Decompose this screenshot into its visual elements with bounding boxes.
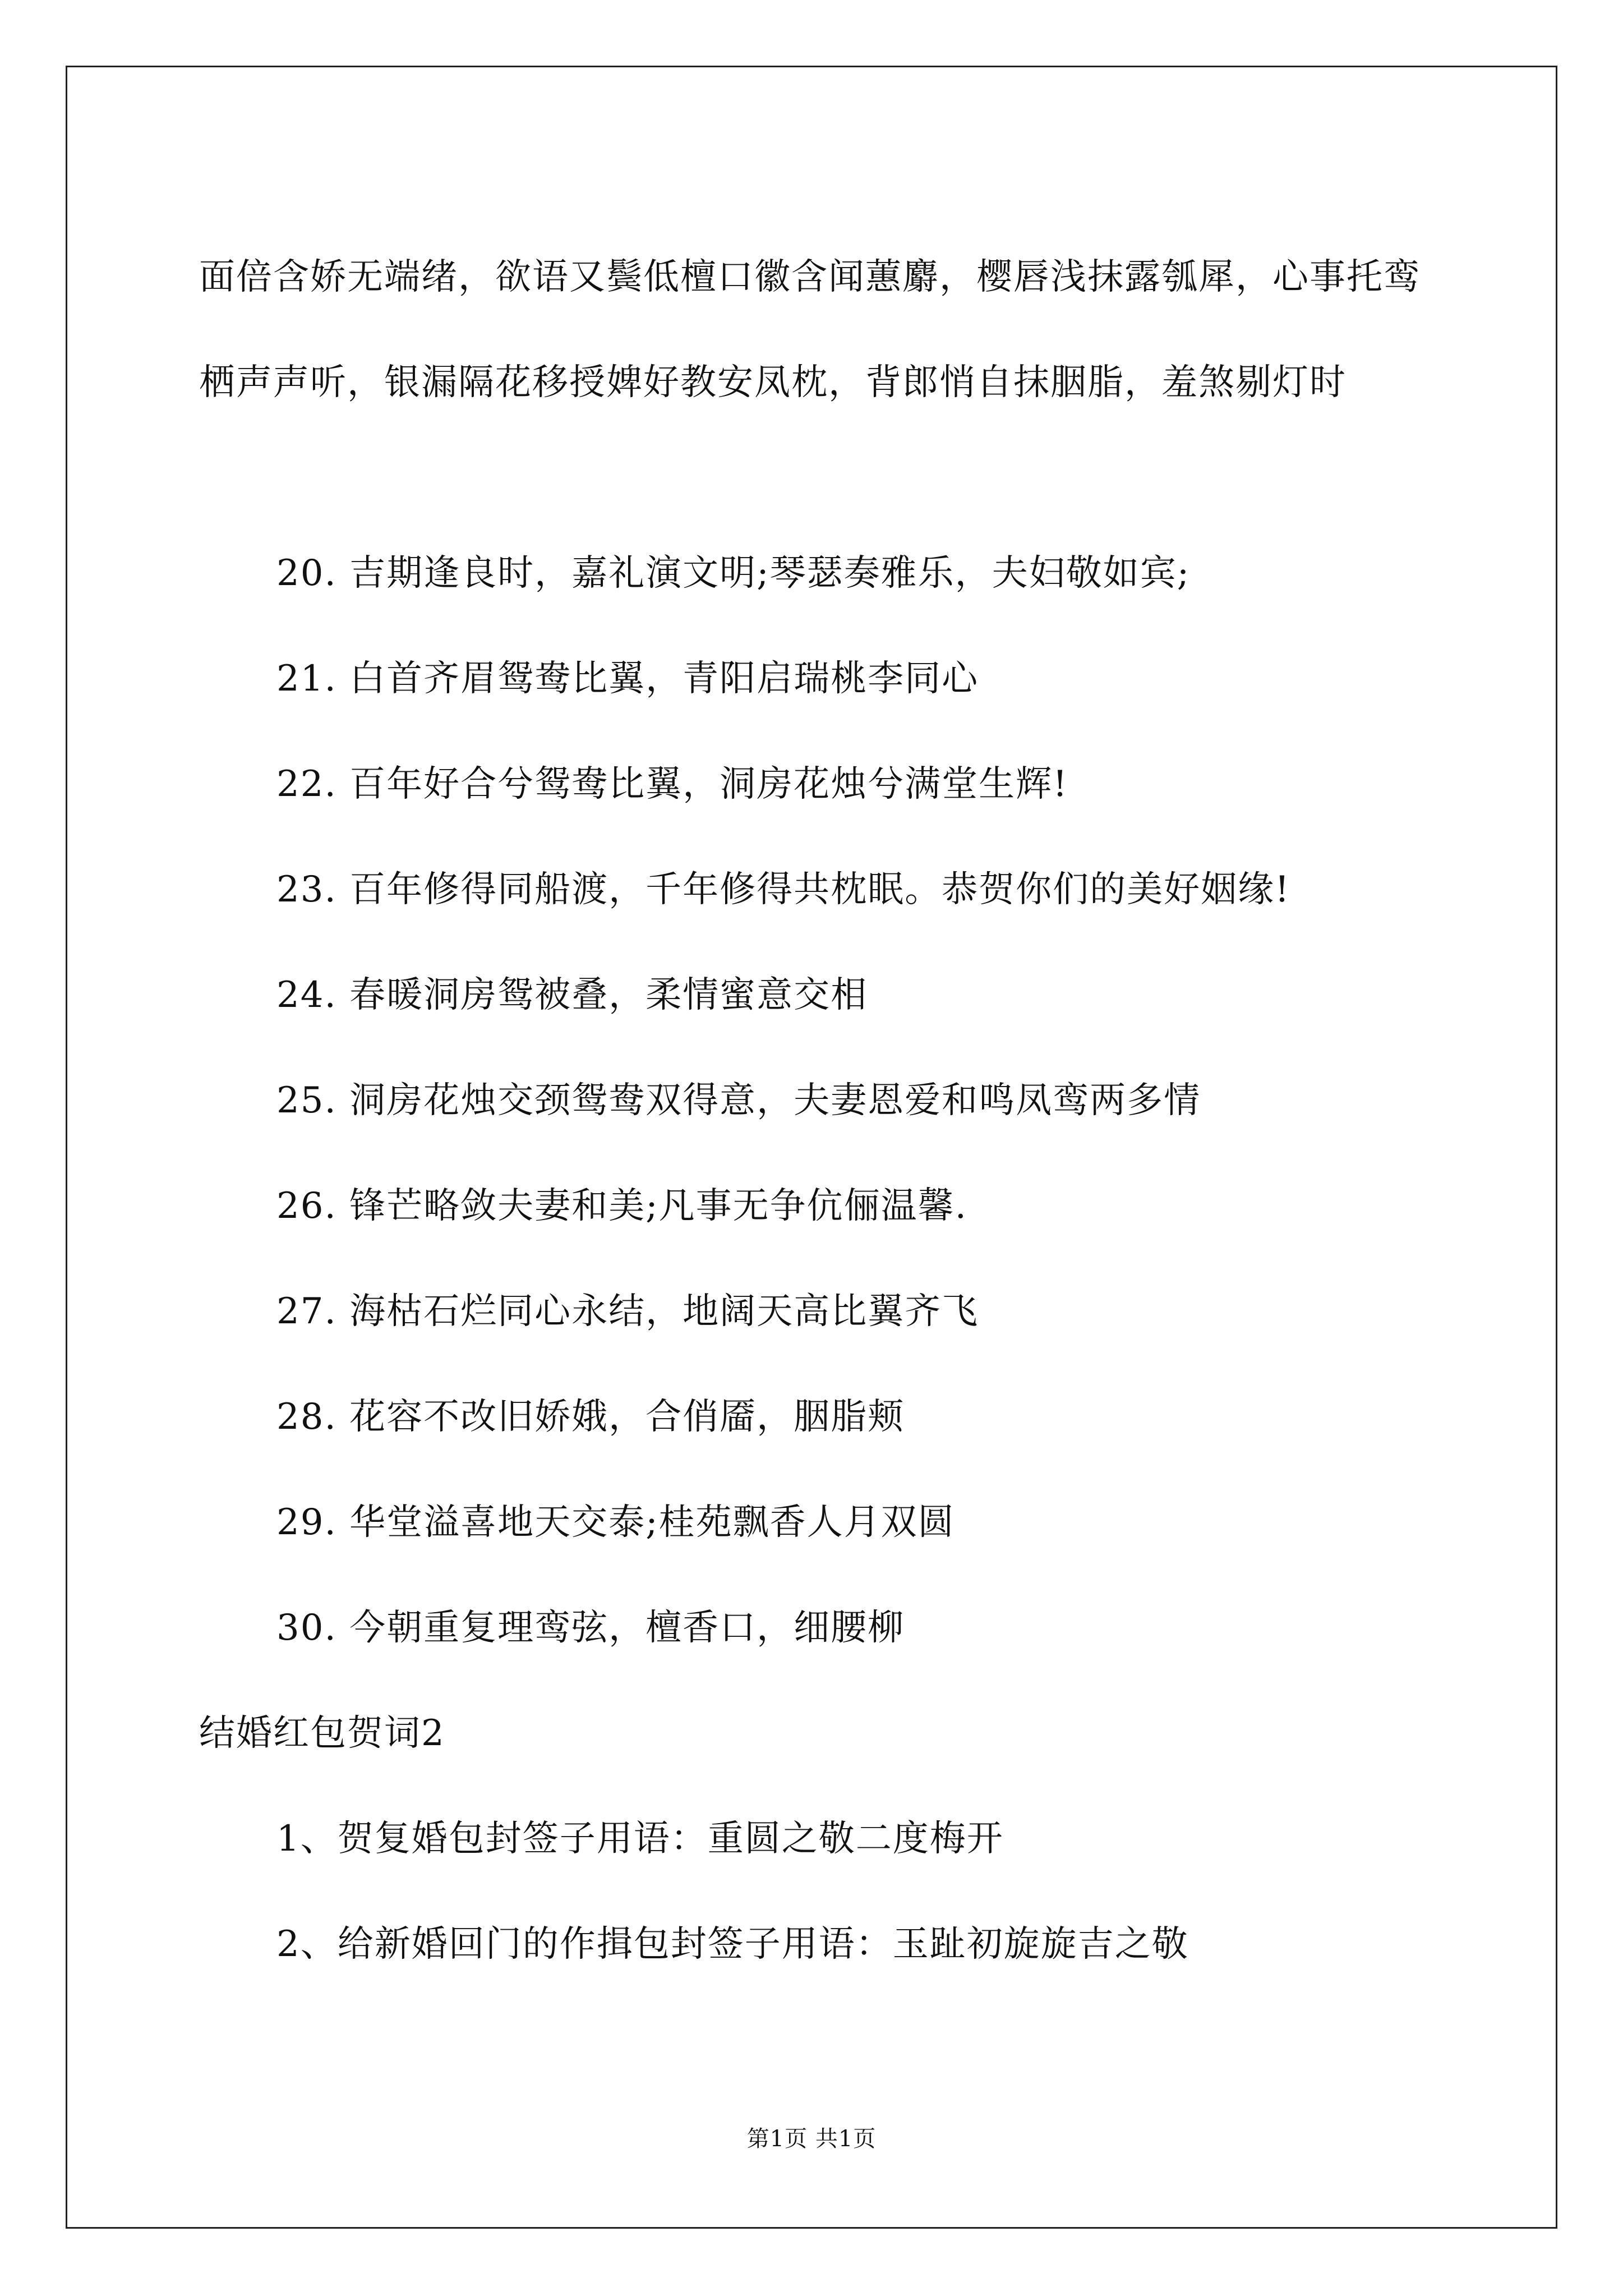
section-list-item: 1、贺复婚包封签子用语：重圆之敬二度梅开 [276,1818,1004,1860]
list-item: 23. 百年修得同船渡，千年修得共枕眠。恭贺你们的美好姻缘! [276,869,1290,910]
section-list-item: 2、给新婚回门的作揖包封签子用语：玉趾初旋旋吉之敬 [276,1924,1189,1965]
list-item: 22. 百年好合兮鸳鸯比翼，洞房花烛兮满堂生辉! [276,763,1068,805]
list-item: 28. 花容不改旧娇娥，合俏靥，胭脂颊 [276,1396,905,1438]
list-item: 25. 洞房花烛交颈鸳鸯双得意，夫妻恩爱和鸣凤鸾两多情 [276,1080,1201,1121]
list-item: 24. 春暖洞房鸳被叠，柔情蜜意交相 [276,974,868,1016]
list-item: 26. 锋芒略敛夫妻和美;凡事无争伉俪温馨. [276,1185,968,1227]
page-footer: 第1页 共1页 [746,2126,877,2152]
intro-paragraph: 面倍含娇无端绪，欲语又鬓低檀口徽含闻蕙麝，樱唇浅抹露瓠犀，心事托鸾栖声声听，银漏隔花移授婢好教安凤枕，背郎悄自抹胭脂，羞煞剔灯时 [199,256,1421,403]
list-item: 29. 华堂溢喜地天交泰;桂苑飘香人月双圆 [276,1502,955,1543]
list-item: 27. 海枯石烂同心永结，地阔天高比翼齐飞 [276,1291,979,1332]
list-item: 30. 今朝重复理鸾弦，檀香口，细腰柳 [276,1607,905,1649]
section-heading: 结婚红包贺词2 [199,1713,445,1754]
list-item: 21. 白首齐眉鸳鸯比翼，青阳启瑞桃李同心 [276,658,979,700]
list-item: 20. 吉期逢良时，嘉礼演文明;琴瑟奏雅乐，夫妇敬如宾; [276,553,1191,594]
